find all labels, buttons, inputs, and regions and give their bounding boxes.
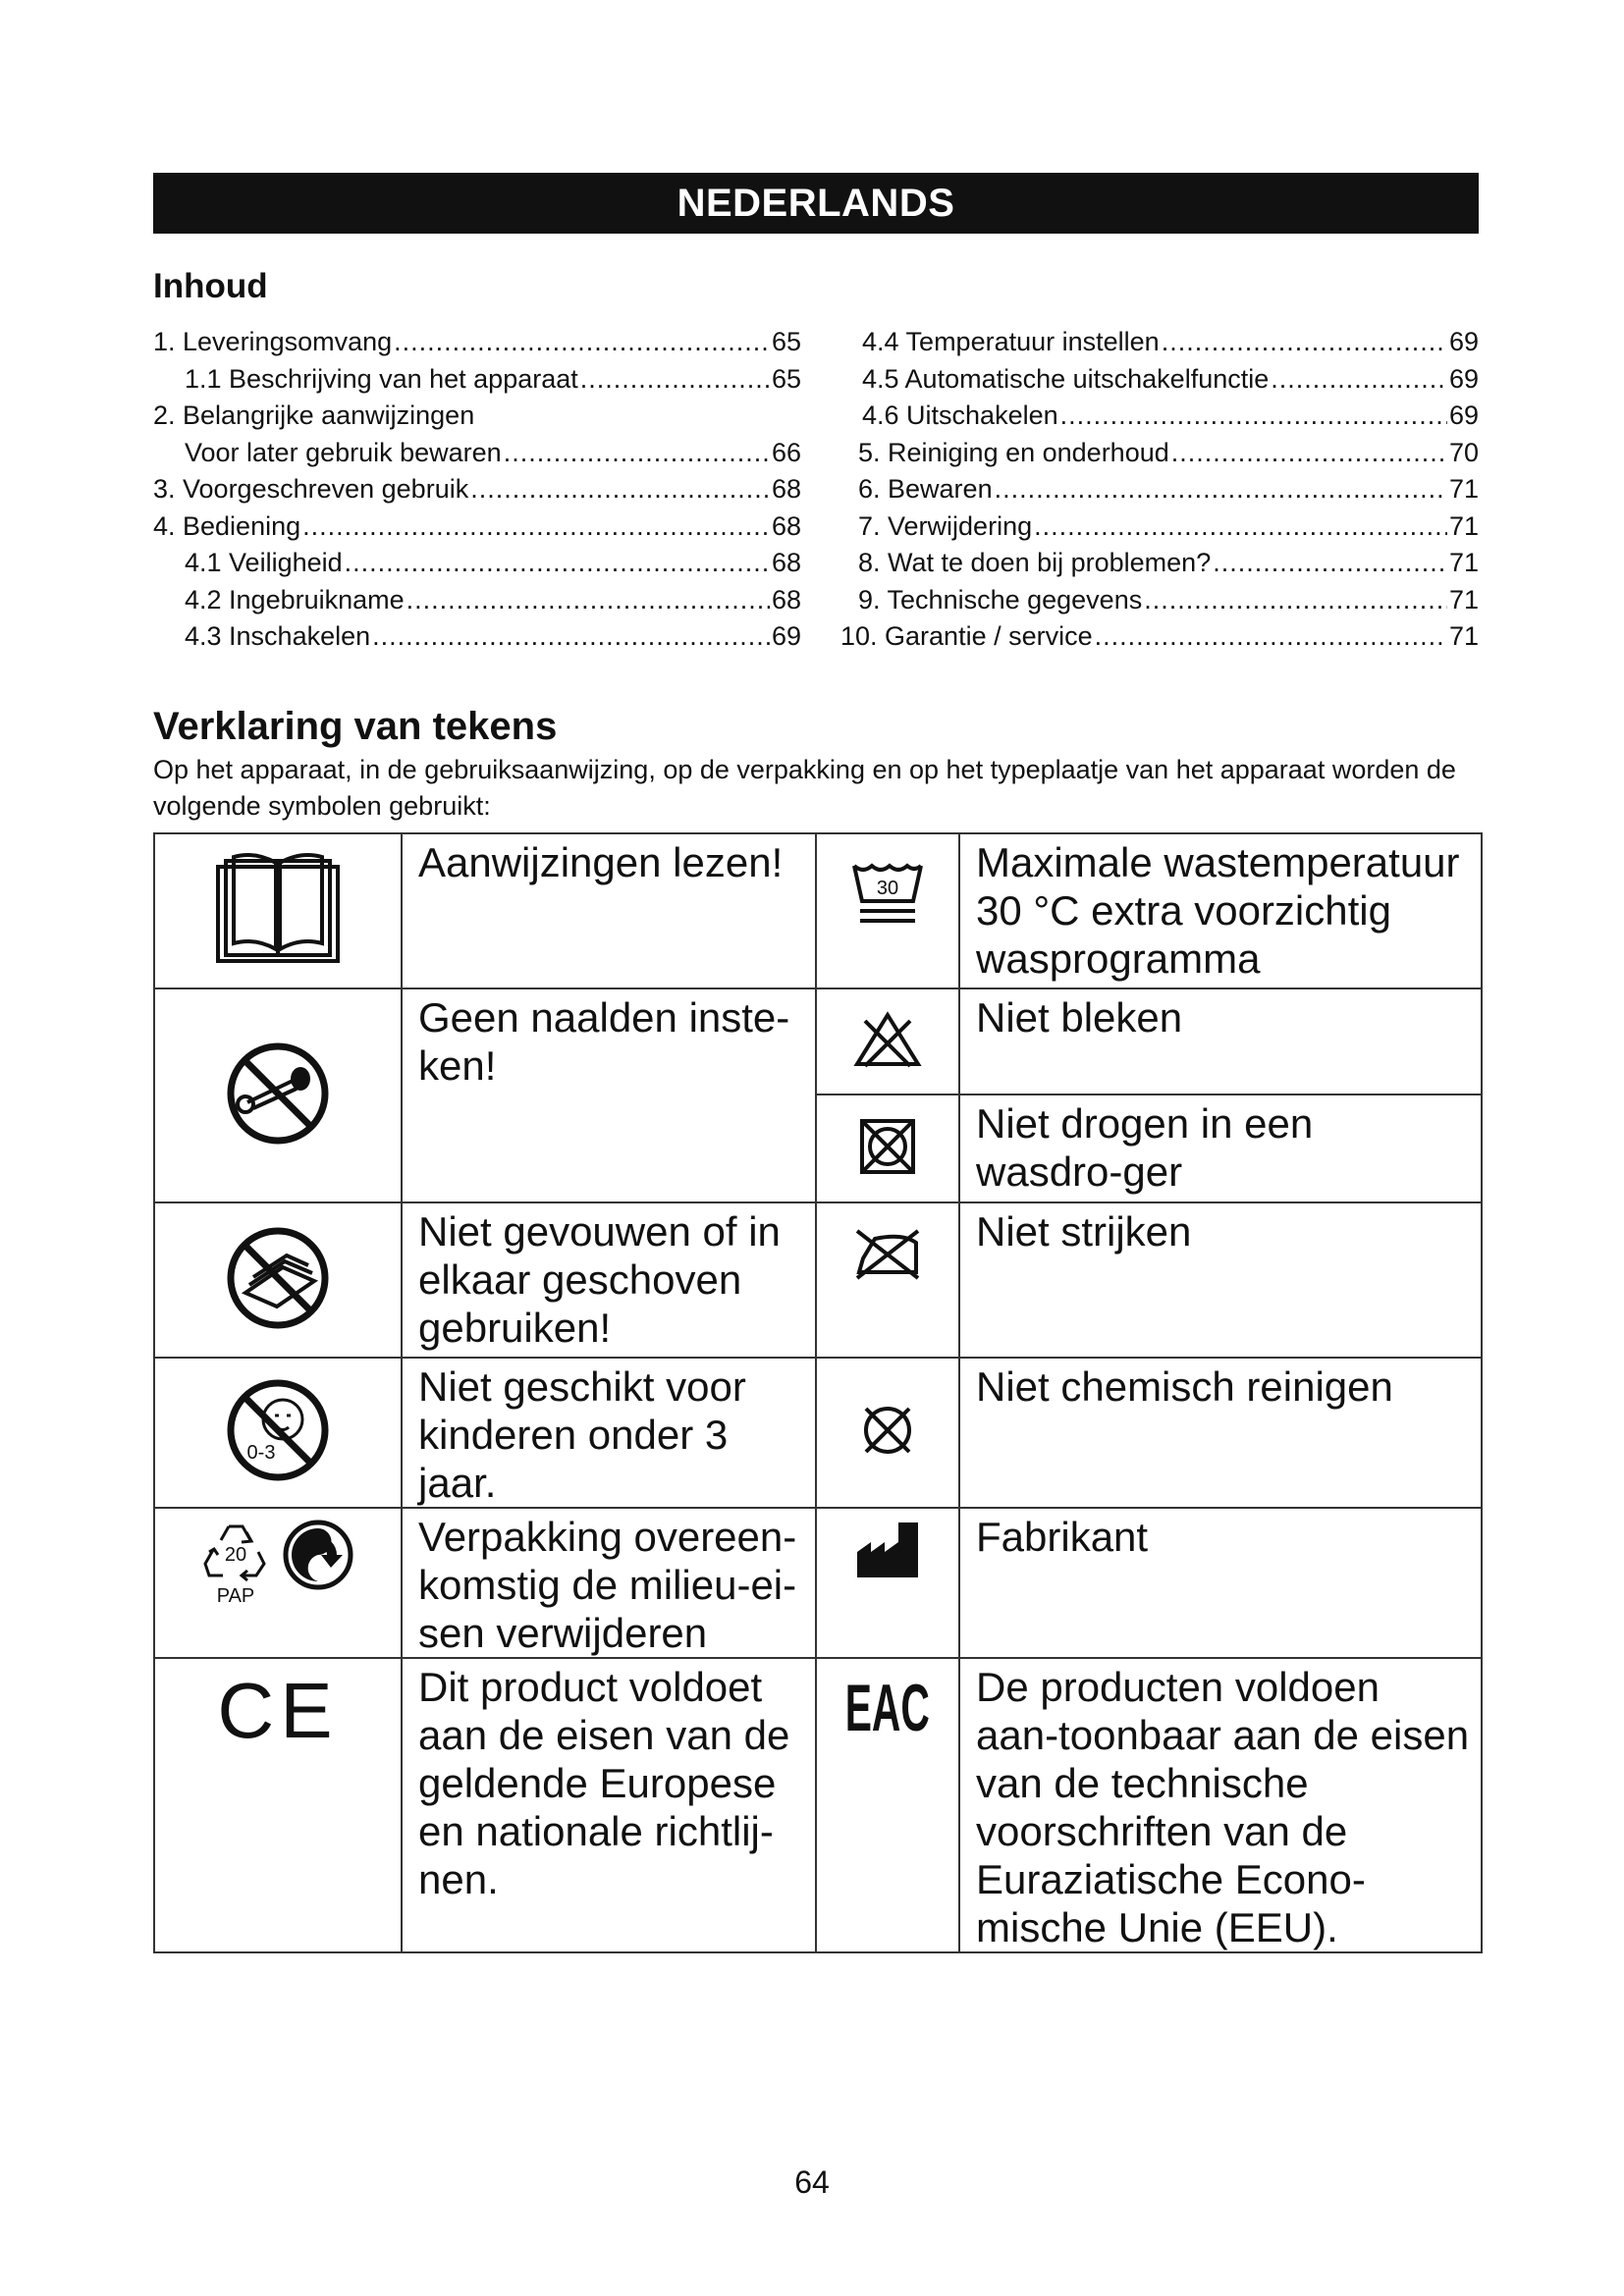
no-dry-clean-icon [858, 1401, 917, 1460]
wash-30-text: Maximale wastemperatuur 30 °C extra voorzichtig wasprogramma [959, 833, 1482, 988]
wash-30-icon [848, 858, 927, 927]
symbol-cell [154, 1658, 402, 1952]
toc-entry[interactable]: 4.1 Veiligheid ..... 68 [153, 545, 801, 582]
eac-mark-icon: EAC [844, 1671, 931, 1745]
symbols-intro: Op het apparaat, in de gebruiksaanwijzing, op de verpakking en op het typeplaatje van het apparaat worden de volgende symbolen gebruikt: [153, 755, 1456, 821]
toc-entry[interactable]: 6. Bewaren ..... 71 [831, 471, 1479, 508]
toc-entry[interactable]: 1. Leveringsomvang ..... 65 [153, 324, 801, 361]
toc-entry[interactable]: 4. Bediening ..... 68 [153, 508, 801, 546]
svg-text:0-3: 0-3 [246, 1442, 276, 1464]
language-banner: NEDERLANDS [153, 173, 1479, 234]
eac-text: De producten voldoen aan-toonbaar aan de eisen van de technische voorschriften van de Euraziatische Econo-mische Unie (EEU). [959, 1658, 1482, 1952]
no-iron-icon [853, 1225, 922, 1280]
not-for-children-icon [224, 1376, 332, 1484]
no-needles-icon [224, 1040, 332, 1148]
no-needles-text: Geen naalden inste-ken! [402, 988, 816, 1202]
no-bleach-icon [853, 1011, 922, 1068]
symbol-cell [816, 1095, 959, 1202]
symbols-table [153, 832, 1483, 1953]
toc-left-column [153, 324, 801, 656]
symbol-cell [154, 833, 402, 988]
toc-entry[interactable]: 1.1 Beschrijving van het apparaat ..... 65 [153, 361, 801, 399]
symbol-cell [816, 988, 959, 1095]
toc-entry[interactable]: 3. Voorgeschreven gebruik ..... 68 [153, 471, 801, 508]
no-bleach-text: Niet bleken [959, 988, 1482, 1095]
toc-entry[interactable]: 10. Garantie / service ..... 71 [831, 618, 1479, 656]
toc-entry[interactable]: 4.3 Inschakelen ..... 69 [153, 618, 801, 656]
toc-entry[interactable]: 4.4 Temperatuur instellen ..... 69 [831, 324, 1479, 361]
symbol-cell [154, 988, 402, 1202]
toc-heading: Inhoud [153, 267, 268, 305]
toc-entry[interactable]: 7. Verwijdering ..... 71 [831, 508, 1479, 546]
symbol-cell [816, 833, 959, 988]
symbols-heading: Verklaring van tekens [153, 705, 558, 748]
book-icon [214, 851, 342, 967]
toc-entry[interactable]: 5. Reiniging en onderhoud ..... 70 [831, 435, 1479, 472]
recycle-icon [201, 1519, 270, 1583]
no-folded-icon [224, 1224, 332, 1332]
ce-text: Dit product voldoet aan de eisen van de geldende Europese en nationale richtlij-nen. [402, 1658, 816, 1952]
recycle-label: PAP [216, 1585, 255, 1607]
symbol-cell [154, 1202, 402, 1358]
toc-entry[interactable]: 9. Technische gegevens ..... 71 [831, 582, 1479, 619]
page-number: 64 [794, 2164, 830, 2200]
svg-text:30: 30 [876, 878, 899, 899]
no-tumble-dry-icon [858, 1117, 917, 1176]
ce-mark-icon: CE [217, 1667, 339, 1754]
toc-entry[interactable]: 4.2 Ingebruikname ..... 68 [153, 582, 801, 619]
not-for-children-text: Niet geschikt voor kinderen onder 3 jaar. [402, 1358, 816, 1508]
read-instructions-text: Aanwijzingen lezen! [402, 833, 816, 988]
green-dot-icon [282, 1519, 354, 1591]
toc-entry[interactable]: 4.6 Uitschakelen ..... 69 [831, 398, 1479, 435]
no-iron-text: Niet strijken [959, 1202, 1482, 1358]
recycling-mark [201, 1519, 270, 1608]
symbol-cell [816, 1508, 959, 1658]
symbol-cell [816, 1202, 959, 1358]
toc-entry[interactable]: 2. Belangrijke aanwijzingen [153, 400, 475, 430]
manufacturer-text: Fabrikant [959, 1508, 1482, 1658]
toc-right-column [831, 324, 1479, 656]
symbol-cell [154, 1358, 402, 1508]
no-tumble-dry-text: Niet drogen in een wasdro-ger [959, 1095, 1482, 1202]
svg-text:20: 20 [224, 1544, 247, 1566]
packaging-text: Verpakking overeen-komstig de milieu-ei-sen verwijderen [402, 1508, 816, 1658]
symbol-cell [816, 1358, 959, 1508]
manufacturer-icon [855, 1521, 920, 1579]
toc-entry[interactable]: 8. Wat te doen bij problemen? ..... 71 [831, 545, 1479, 582]
toc-entry[interactable]: Voor later gebruik bewaren ..... 66 [153, 435, 801, 472]
no-dry-clean-text: Niet chemisch reinigen [959, 1358, 1482, 1508]
symbol-cell [154, 1508, 402, 1658]
toc-entry[interactable]: 4.5 Automatische uitschakelfunctie ..... 69 [831, 361, 1479, 399]
symbol-cell [816, 1658, 959, 1952]
no-folded-text: Niet gevouwen of in elkaar geschoven gebruiken! [402, 1202, 816, 1358]
